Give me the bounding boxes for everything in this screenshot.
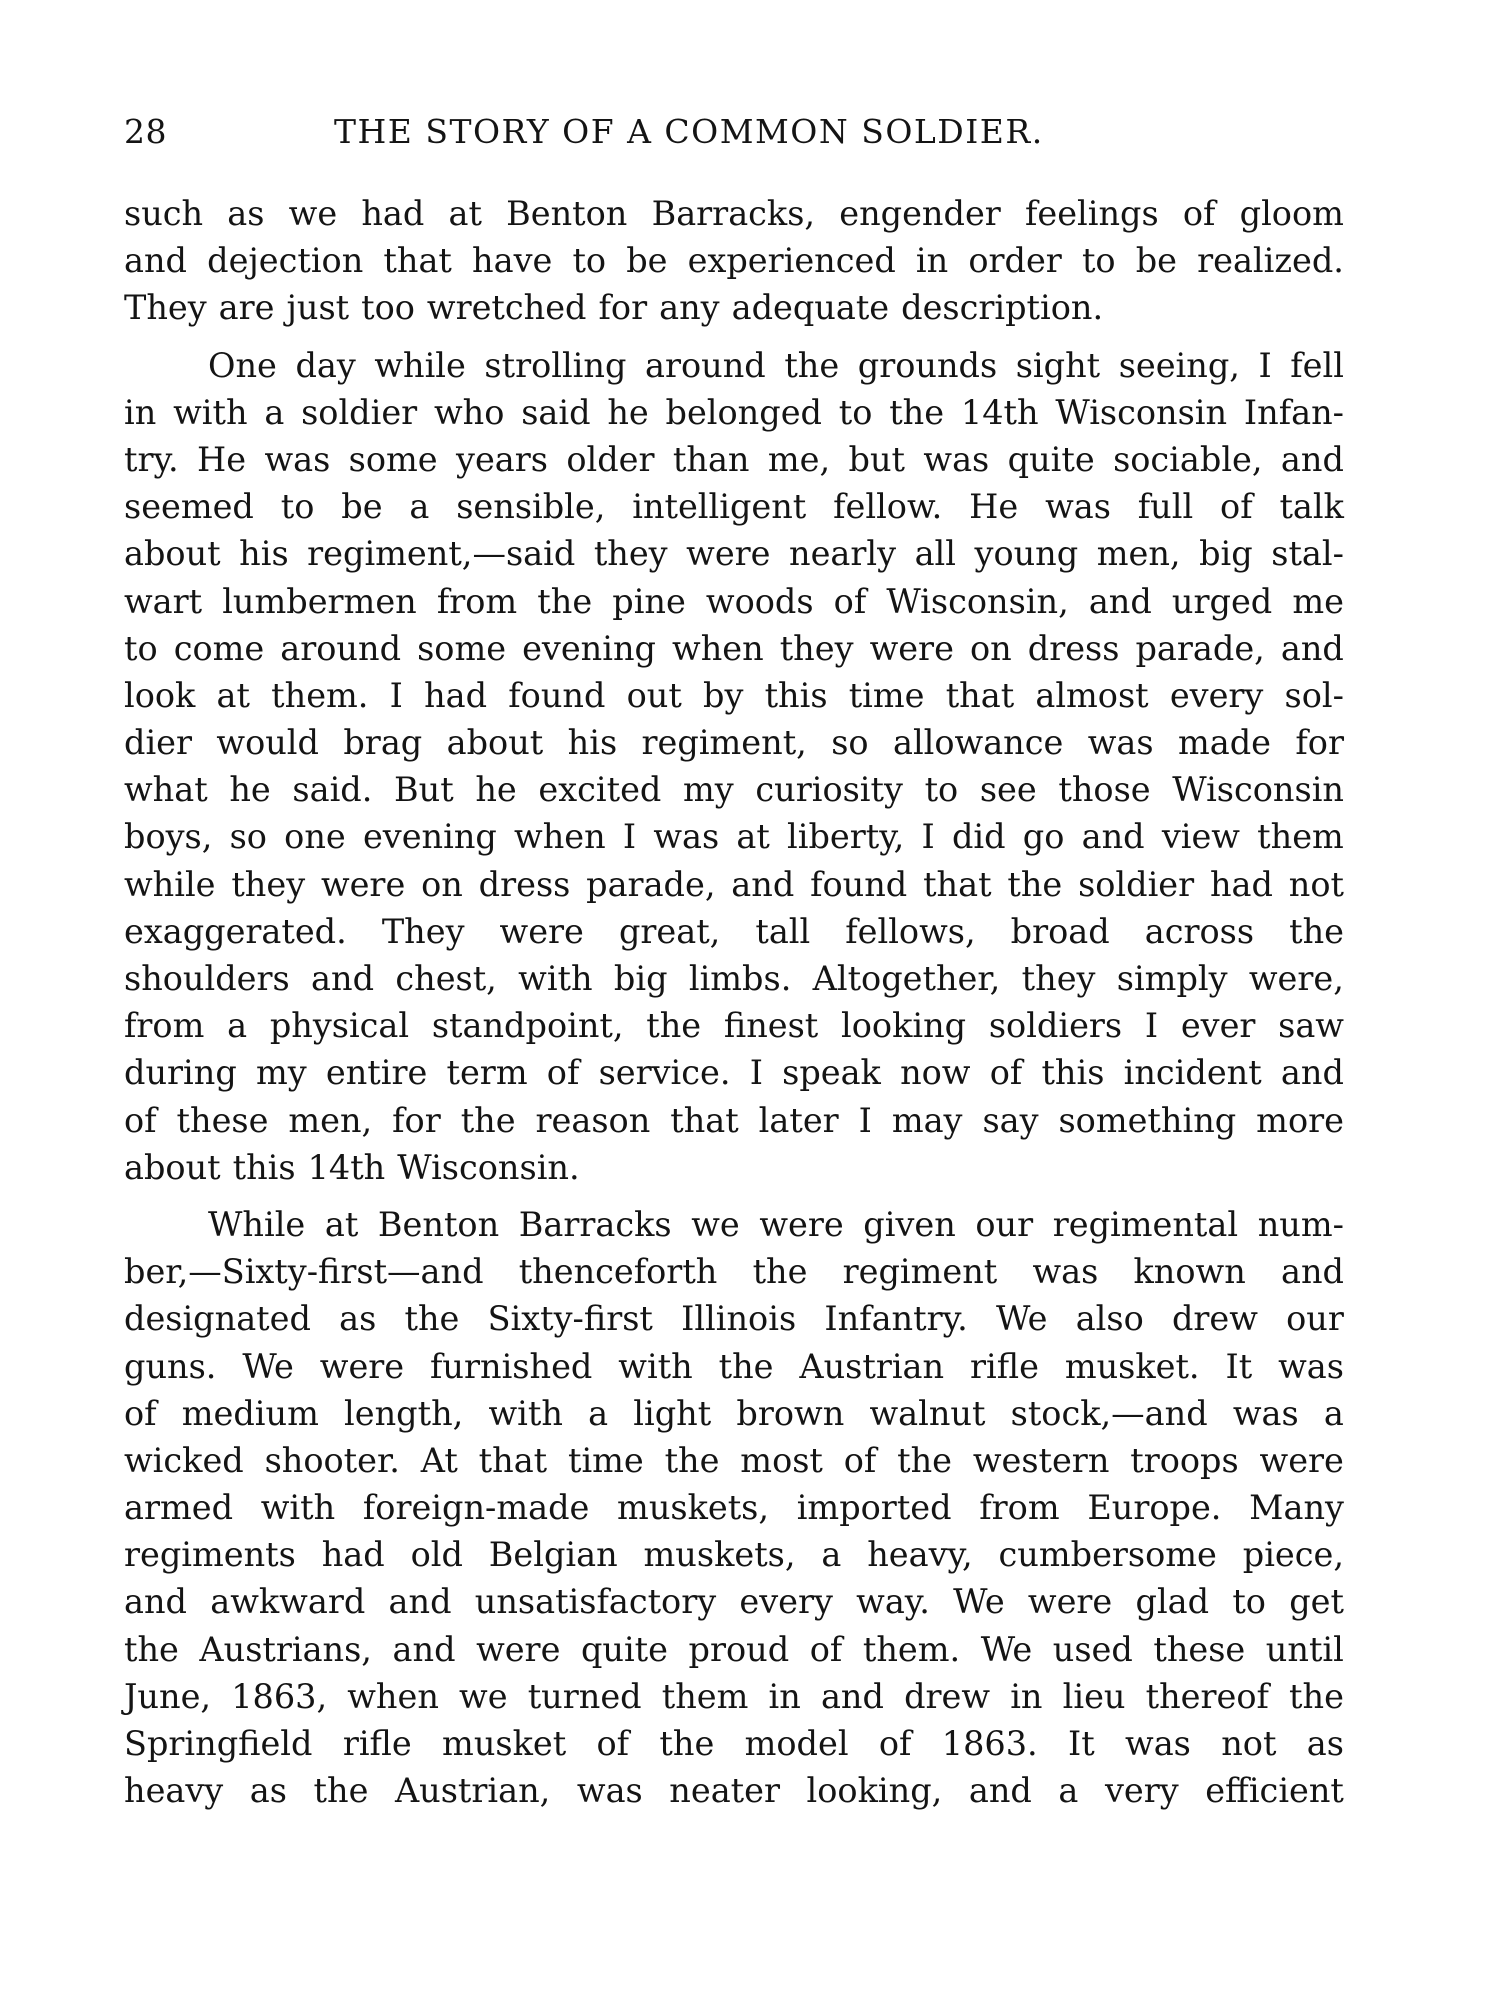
- text-line: They are just too wretched for any adequate description.: [124, 288, 1104, 328]
- text-line: wart lumbermen from the pine woods of Wisconsin, and urged me: [124, 581, 1344, 621]
- text-line: about his regiment,—said they were nearly all young men, big stal-: [124, 534, 1344, 574]
- text-line: guns. We were furnished with the Austrian rifle musket. It was: [124, 1346, 1344, 1386]
- text-line: the Austrians, and were quite proud of them. We used these until: [124, 1629, 1344, 1669]
- paragraph: [124, 190, 1344, 332]
- page-number: 28: [124, 112, 167, 151]
- running-title: THE STORY OF A COMMON SOLDIER.: [334, 112, 1044, 151]
- text-line: regiments had old Belgian muskets, a heavy, cumbersome piece,: [124, 1535, 1344, 1575]
- paragraph: [124, 342, 1344, 1191]
- paragraph: [124, 1201, 1344, 1814]
- text-line: about this 14th Wisconsin.: [124, 1147, 580, 1187]
- text-line: of medium length, with a light brown walnut stock,—and was a: [124, 1393, 1344, 1433]
- text-line: While at Benton Barracks we were given our regimental num-: [208, 1204, 1344, 1244]
- text-line: armed with foreign-made muskets, imported from Europe. Many: [124, 1488, 1344, 1528]
- text-line: seemed to be a sensible, intelligent fellow. He was full of talk: [124, 487, 1344, 527]
- text-line: such as we had at Benton Barracks, engender feelings of gloom: [124, 194, 1344, 233]
- page-header: [124, 112, 1344, 162]
- text-line: heavy as the Austrian, was neater looking, and a very efficient: [124, 1771, 1344, 1811]
- text-line: try. He was some years older than me, but was quite sociable, and: [124, 439, 1344, 479]
- text-line: wicked shooter. At that time the most of the western troops were: [124, 1440, 1344, 1480]
- text-line: ber,—Sixty-first—and thenceforth the regiment was known and: [124, 1252, 1344, 1292]
- text-line: and awkward and unsatisfactory every way. We were glad to get: [124, 1582, 1344, 1622]
- text-line: boys, so one evening when I was at liberty, I did go and view them: [124, 817, 1344, 857]
- text-line: and dejection that have to be experienced in order to be realized.: [124, 241, 1344, 281]
- text-line: during my entire term of service. I speak now of this incident and: [124, 1053, 1344, 1093]
- text-line: from a physical standpoint, the finest looking soldiers I ever saw: [124, 1006, 1344, 1046]
- text-line: to come around some evening when they were on dress parade, and: [124, 628, 1344, 668]
- text-line: in with a soldier who said he belonged to the 14th Wisconsin Infan-: [124, 392, 1344, 432]
- text-line: One day while strolling around the grounds sight seeing, I fell: [208, 345, 1344, 385]
- text-line: of these men, for the reason that later I may say something more: [124, 1100, 1344, 1140]
- text-line: exaggerated. They were great, tall fellows, broad across the: [124, 911, 1344, 951]
- text-line: Springfield rifle musket of the model of 1863. It was not as: [124, 1724, 1344, 1763]
- text-line: while they were on dress parade, and found that the soldier had not: [124, 864, 1344, 904]
- text-line: shoulders and chest, with big limbs. Altogether, they simply were,: [124, 959, 1344, 998]
- text-line: what he said. But he excited my curiosity to see those Wisconsin: [124, 770, 1344, 810]
- text-line: look at them. I had found out by this time that almost every sol-: [124, 675, 1344, 715]
- text-line: dier would brag about his regiment, so allowance was made for: [124, 723, 1344, 763]
- body-text: [124, 190, 1344, 1814]
- text-line: June, 1863, when we turned them in and drew in lieu thereof the: [124, 1676, 1344, 1716]
- paragraph-gap: [124, 1191, 1344, 1201]
- paragraph-gap: [124, 332, 1344, 342]
- text-line: designated as the Sixty-first Illinois Infantry. We also drew our: [124, 1299, 1344, 1339]
